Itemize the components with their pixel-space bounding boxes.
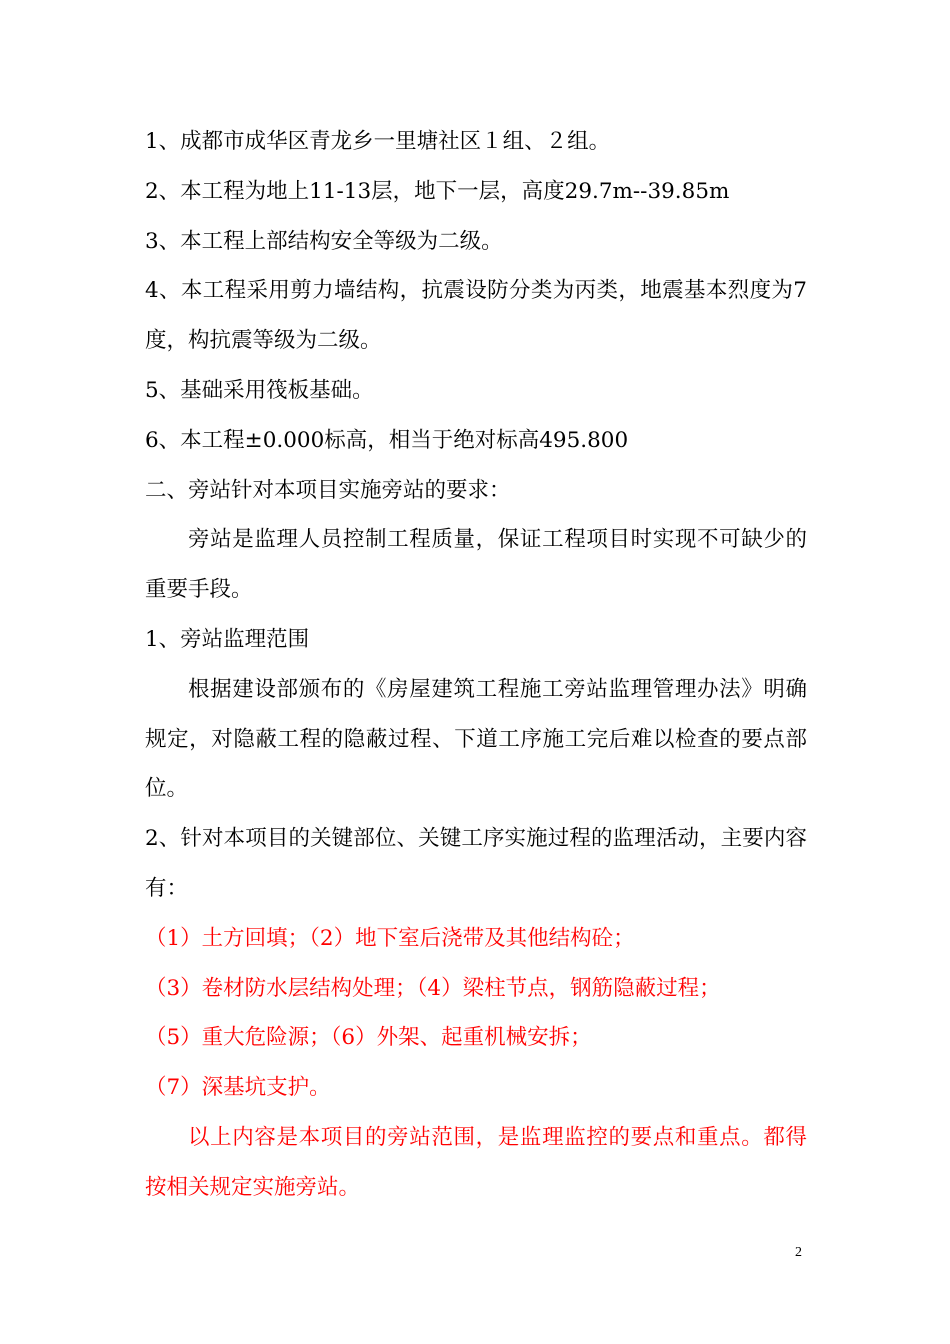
paragraph-regulation-basis: 根据建设部颁布的《房屋建筑工程施工旁站监理管理办法》明确规定，对隐蔽工程的隐蔽过程、下道工序施工完后难以检查的要点部位。 — [145, 676, 807, 802]
section-heading-supervision-requirements: 二、旁站针对本项目实施旁站的要求： — [145, 477, 511, 503]
paragraph-location: 1、成都市成华区青龙乡一里塘社区１组、２组。 — [145, 129, 611, 154]
subheading-supervision-scope: 1、旁站监理范围 — [145, 626, 310, 652]
list-item-3-4: （3）卷材防水层结构处理；（4）梁柱节点，钢筋隐蔽过程； — [145, 975, 721, 1001]
list-item-1-2: （1）土方回填；（2）地下室后浇带及其他结构砼； — [145, 925, 635, 951]
page-number: 2 — [795, 1245, 802, 1260]
list-item-7: （7）深基坑支护。 — [145, 1075, 331, 1101]
paragraph-structure-seismic: 4、本工程采用剪力墙结构，抗震设防分类为丙类，地震基本烈度为7度，构抗震等级为二级。 — [145, 278, 807, 354]
paragraph-elevation: 6、本工程±0.000标高，相当于绝对标高495.800 — [145, 427, 629, 453]
list-item-5-6: （5）重大危险源；（6）外架、起重机械安拆； — [145, 1025, 592, 1051]
paragraph-safety-grade: 3、本工程上部结构安全等级为二级。 — [145, 228, 503, 254]
paragraph-floors-height: 2、本工程为地上11-13层，地下一层，高度29.7m--39.85m — [145, 178, 730, 204]
document-body — [145, 117, 807, 1213]
paragraph-conclusion: 以上内容是本项目的旁站范围，是监理监控的要点和重点。都得按相关规定实施旁站。 — [145, 1124, 807, 1200]
paragraph-supervision-importance: 旁站是监理人员控制工程质量，保证工程项目时实现不可缺少的重要手段。 — [145, 527, 807, 603]
paragraph-foundation: 5、基础采用筏板基础。 — [145, 377, 374, 403]
paragraph-key-activities: 2、针对本项目的关键部位、关键工序实施过程的监理活动，主要内容有： — [145, 826, 807, 901]
